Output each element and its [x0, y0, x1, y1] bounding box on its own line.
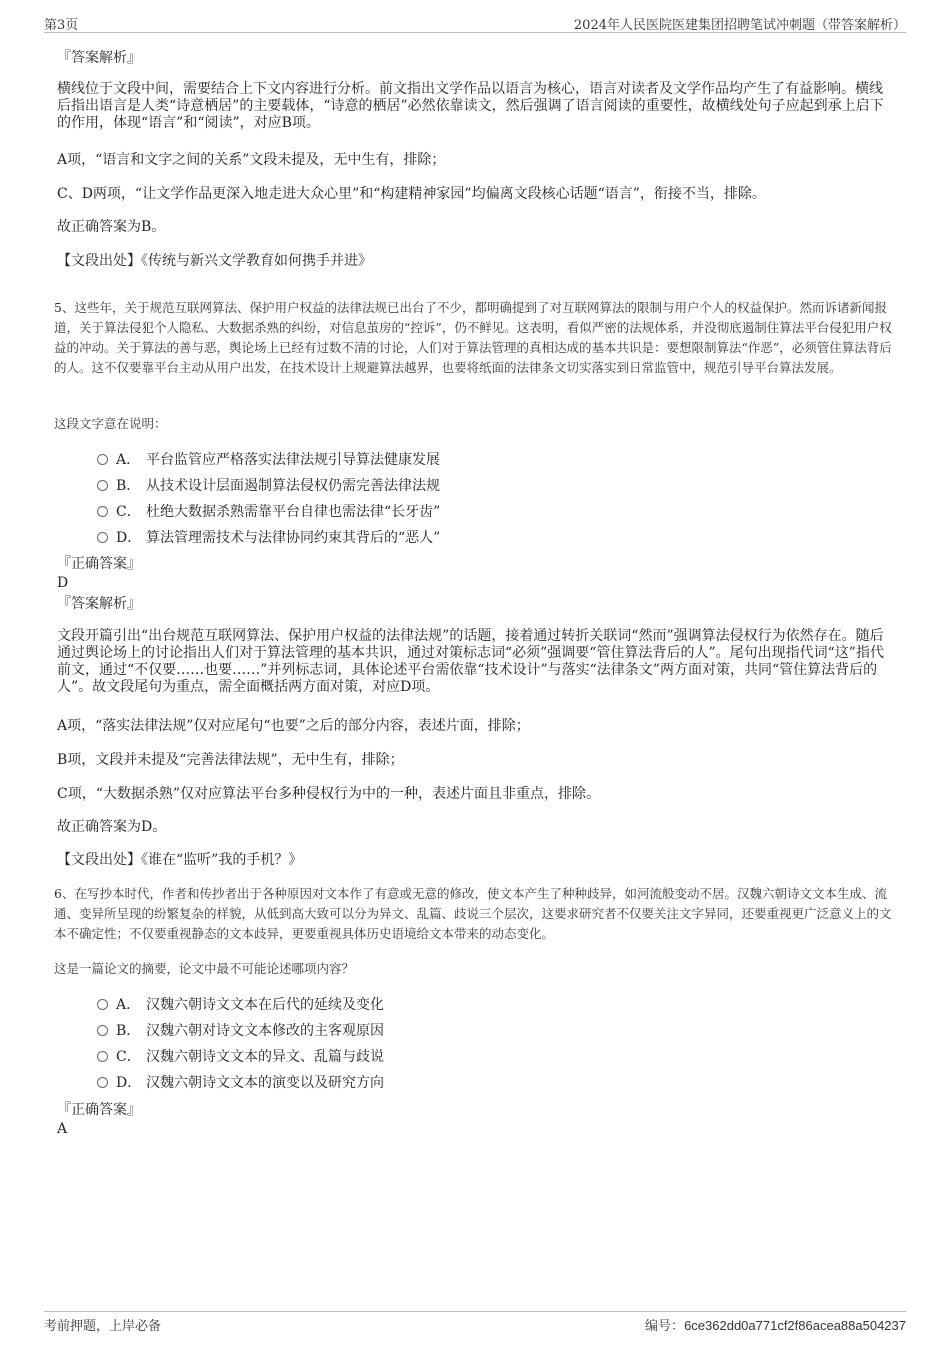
radio-icon[interactable]	[97, 532, 108, 543]
radio-icon[interactable]	[97, 1077, 108, 1088]
q6-option-b[interactable]: B． 汉魏六朝对诗文文本修改的主客观原因	[97, 1022, 384, 1040]
q4-point-cd: C、D两项，“让文学作品更深入地走进大众心里”和“构建精神家园”均偏离文段核心话题“语言”，衔接不当，排除。	[57, 186, 766, 202]
radio-icon[interactable]	[97, 506, 108, 517]
q5-option-d[interactable]: D． 算法管理需技术与法律协同约束其背后的“恶人”	[97, 529, 440, 547]
radio-icon[interactable]	[97, 999, 108, 1010]
q6-question: 这是一篇论文的摘要，论文中最不可能论述哪项内容？	[54, 961, 355, 976]
q5-point-c: C项，“大数据杀熟”仅对应算法平台多种侵权行为中的一种，表述片面且非重点，排除。	[57, 786, 601, 802]
q4-conclusion: 故正确答案为B。	[57, 219, 166, 235]
radio-icon[interactable]	[97, 1051, 108, 1062]
footer-slogan: 考前押题，上岸必备	[44, 1319, 162, 1334]
q5-point-b: B项，文段并未提及“完善法律法规”，无中生有，排除；	[57, 752, 404, 768]
q5-question: 这段文字意在说明：	[54, 416, 167, 431]
q5-point-a: A项，“落实法律法规”仅对应尾句“也要”之后的部分内容，表述片面，排除；	[57, 718, 530, 734]
radio-icon[interactable]	[97, 454, 108, 465]
q6-option-d[interactable]: D． 汉魏六朝诗文文本的演变以及研究方向	[97, 1074, 384, 1092]
q4-analysis-body: 横线位于文段中间，需要结合上下文内容进行分析。前文指出文学作品以语言为核心，语言对读者及文学作品均产生了有益影响。横线后指出语言是人类“诗意栖居”的主要载体，“诗意的栖居”必然依靠读文，然后强调了语言阅读的重要性，故横线处句子应起到承上启下的作用，体现“语言”和“阅读”，对应B项。	[57, 81, 884, 131]
q5-analysis-title: 『答案解析』	[57, 596, 141, 612]
footer-code: 编号：6ce362dd0a771cf2f86acea88a504237	[645, 1318, 906, 1334]
q4-analysis-title: 『答案解析』	[57, 50, 141, 66]
page-footer	[44, 1311, 906, 1335]
q4-point-a: A项，“语言和文字之间的关系”文段未提及，无中生有，排除；	[57, 152, 446, 168]
q5-analysis-body: 文段开篇引出“出台规范互联网算法、保护用户权益的法律法规”的话题，接着通过转折关联词“然而”强调算法侵权行为依然存在。随后通过舆论场上的讨论指出人们对于算法管理的基本共识，通过对策标志词“必须”强调要“管住算法背后的人”。尾句出现指代词“这”指代前文，通过“不仅要……也要……”并列标志词，具体论述平台需依靠“技术设计”与落实“法律条文”两方面对策，共同“管住算法背后的人”。故文段尾句为重点，需全面概括两方面对策，对应D项。	[57, 628, 884, 695]
q6-answer-title: 『正确答案』	[57, 1102, 141, 1118]
q5-conclusion: 故正确答案为D。	[57, 819, 167, 835]
q6-answer: A	[57, 1121, 68, 1137]
q5-source: 【文段出处】《谁在“监听”我的手机？》	[57, 852, 303, 868]
radio-icon[interactable]	[97, 480, 108, 491]
q5-option-a[interactable]: A． 平台监管应严格落实法律法规引导算法健康发展	[97, 451, 440, 469]
q5-answer-title: 『正确答案』	[57, 556, 141, 572]
page-header	[44, 12, 906, 33]
page-number: 第3页	[44, 18, 79, 33]
q5-option-c[interactable]: C． 杜绝大数据杀熟需靠平台自律也需法律“长牙齿”	[97, 503, 440, 521]
q4-source: 【文段出处】《传统与新兴文学教育如何携手并进》	[57, 253, 372, 269]
q6-option-a[interactable]: A． 汉魏六朝诗文文本在后代的延续及变化	[97, 996, 384, 1014]
document-title: 2024年人民医院医建集团招聘笔试冲刺题（带答案解析）	[573, 18, 906, 33]
q5-option-b[interactable]: B． 从技术设计层面遏制算法侵权仍需完善法律法规	[97, 477, 440, 495]
radio-icon[interactable]	[97, 1025, 108, 1036]
q5-answer: D	[57, 575, 69, 591]
q6-option-c[interactable]: C． 汉魏六朝诗文文本的异文、乱篇与歧说	[97, 1048, 384, 1066]
q6-stem: 6、在写抄本时代，作者和传抄者出于各种原因对文本作了有意或无意的修改，使文本产生了种种歧异，如河流般变动不居。汉魏六朝诗文文本生成、流通、变异所呈现的纷繁复杂的样貌，从低到高大致可以分为异文、乱篇、歧说三个层次，这要求研究者不仅要关注文字异同，还要重视更广泛意义上的文本不确定性；不仅要重视静态的文本歧异，更要重视具体历史语境给文本带来的动态变化。	[54, 886, 892, 941]
q5-stem: 5、这些年，关于规范互联网算法、保护用户权益的法律法规已出台了不少，都明确提到了对互联网算法的限制与用户个人的权益保护。然而诉诸新闻报道，关于算法侵犯个人隐私、大数据杀熟的纠纷，对信息茧房的“控诉”，仍不鲜见。这表明，看似严密的法规体系，并没彻底遏制住算法平台侵犯用户权益的冲动。关于算法的善与恶，舆论场上已经有过数不清的讨论，人们对于算法管理的真相达成的基本共识是：要想限制算法“作恶”，必须管住算法背后的人。这不仅要靠平台主动从用户出发，在技术设计上规避算法越界，也要将纸面的法律条文切实落实到日常监管中，规范引导平台算法发展。	[54, 300, 892, 375]
